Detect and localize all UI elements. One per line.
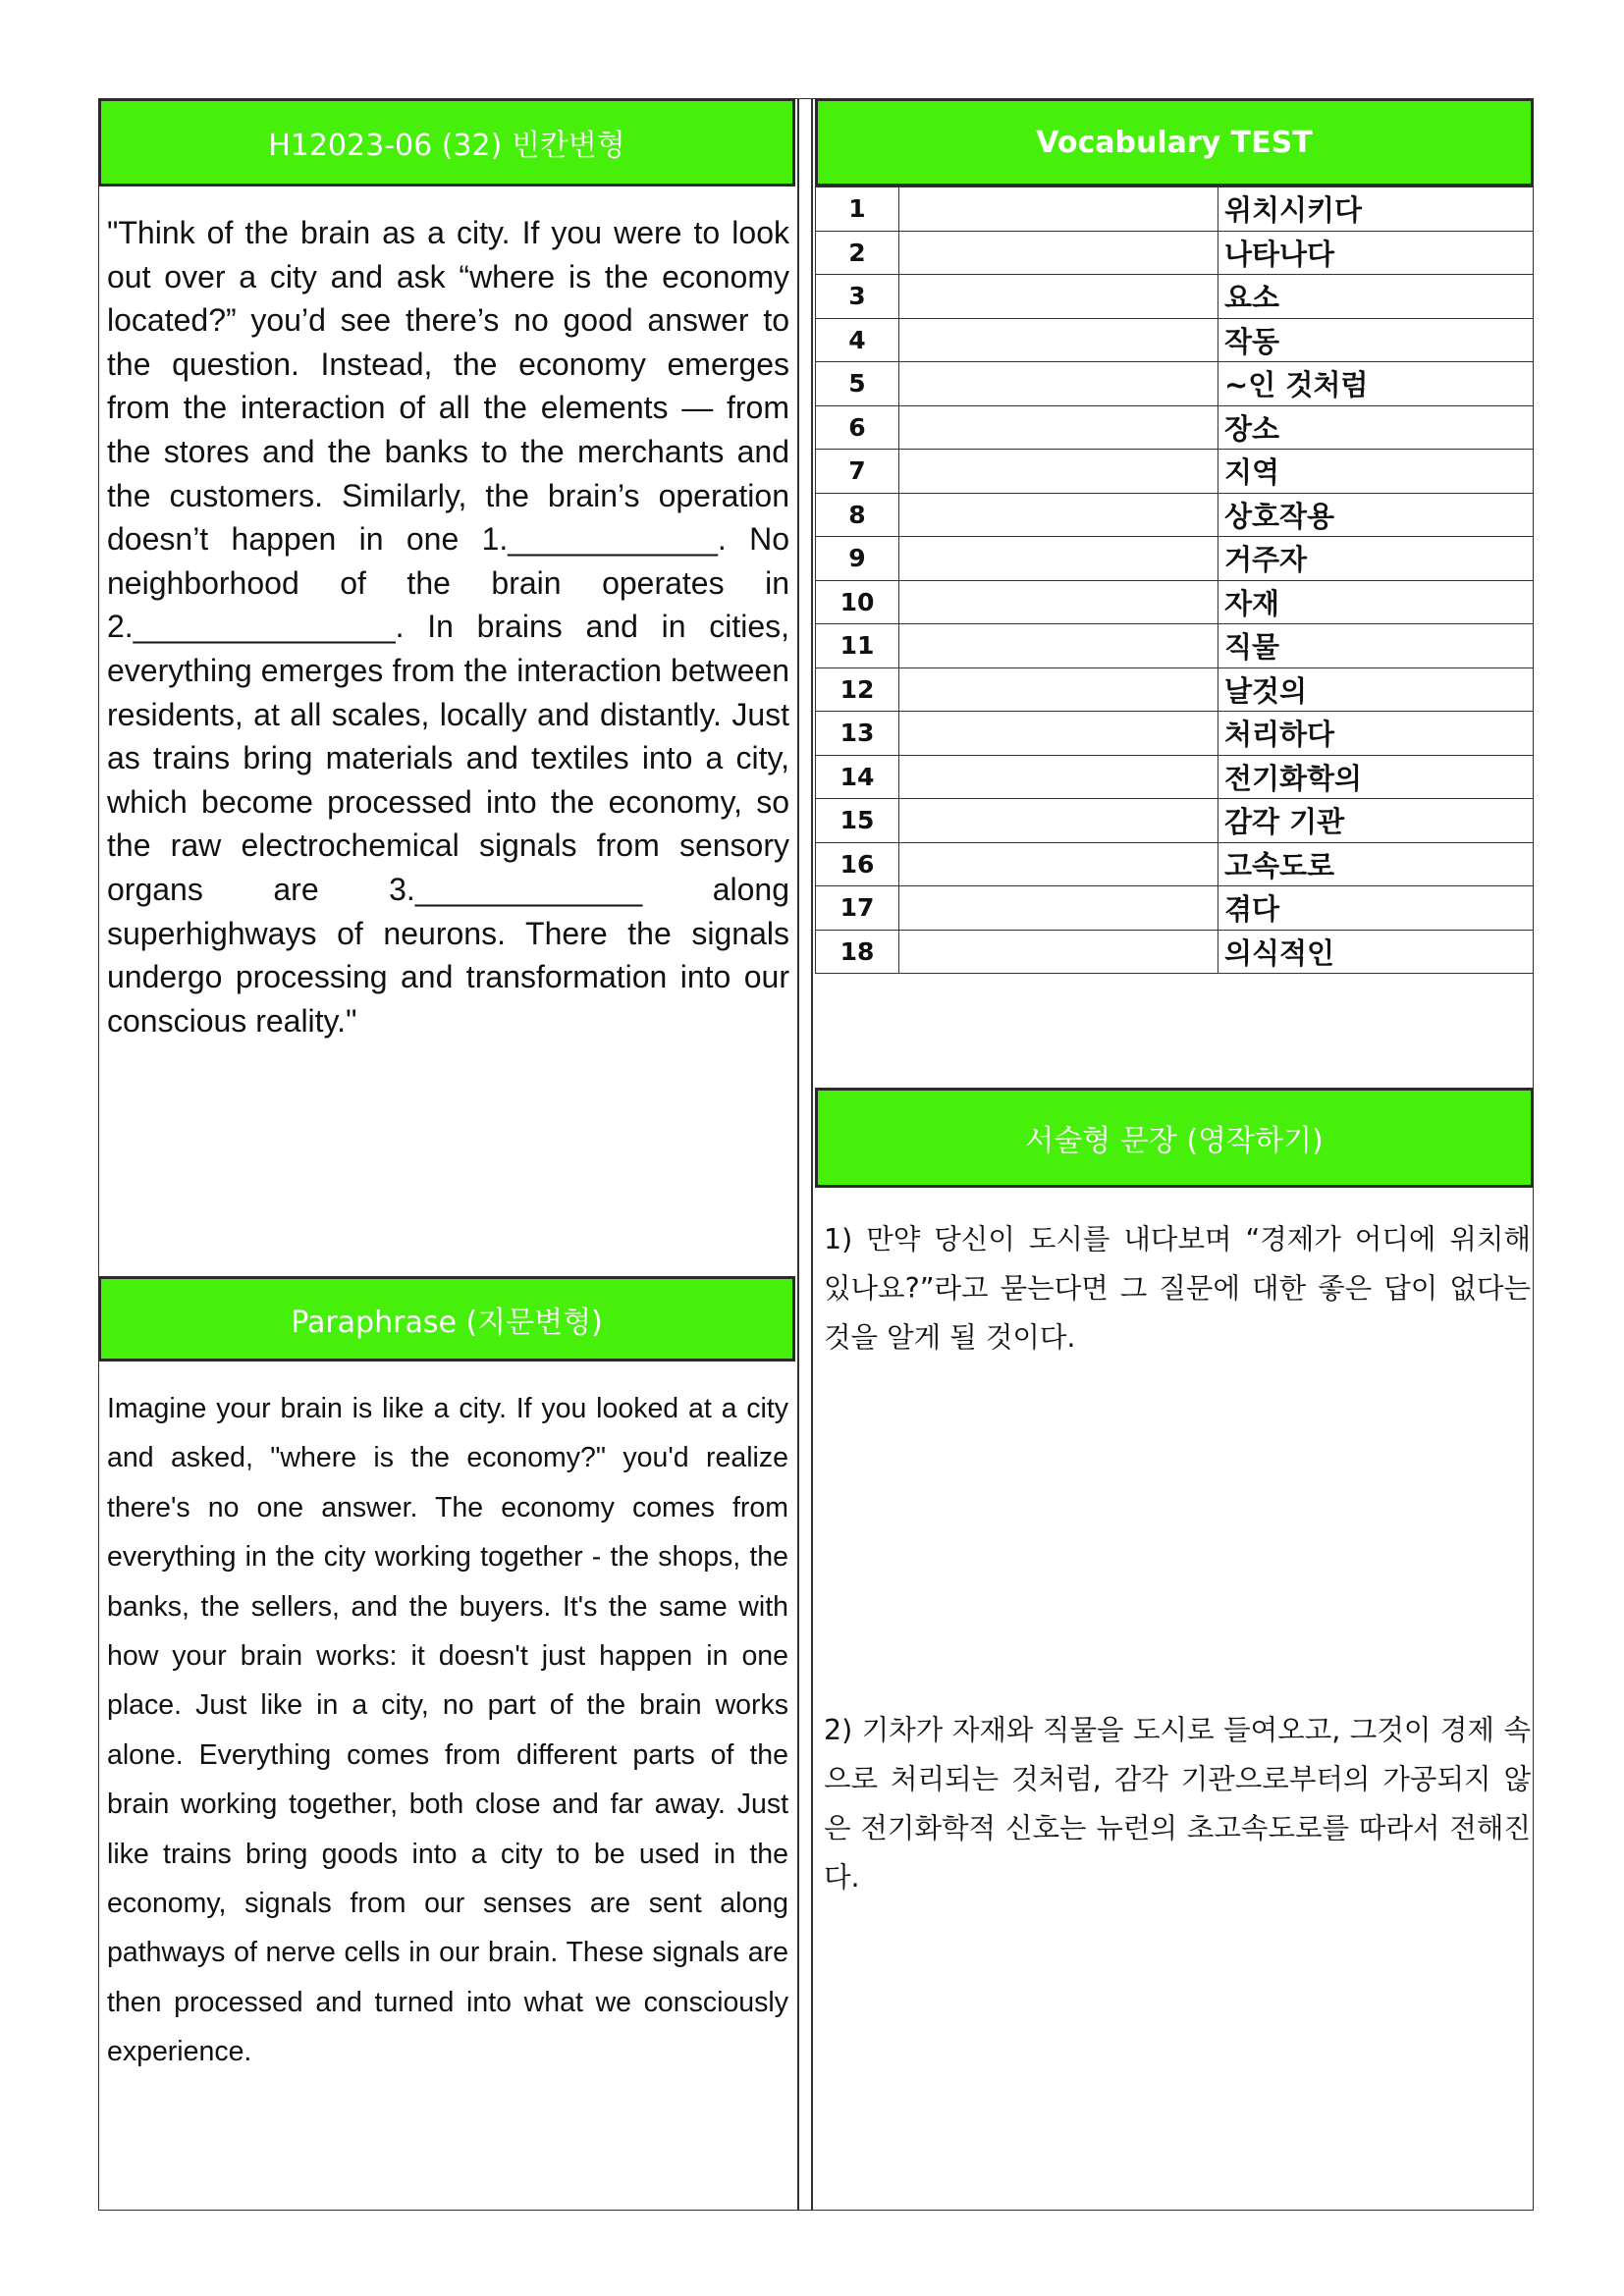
- vocab-korean: 전기화학의: [1218, 755, 1534, 799]
- vocab-row: [816, 799, 1534, 843]
- vocab-row: [816, 537, 1534, 581]
- vocab-number: 13: [816, 712, 899, 756]
- vocab-row: [816, 755, 1534, 799]
- vocab-answer-blank[interactable]: [899, 930, 1218, 974]
- vocab-number: 8: [816, 493, 899, 537]
- vocab-korean: 감각 기관: [1218, 799, 1534, 843]
- vocab-number: 7: [816, 450, 899, 494]
- vocab-answer-blank[interactable]: [899, 886, 1218, 931]
- vocab-answer-blank[interactable]: [899, 712, 1218, 756]
- vocab-korean: 자재: [1218, 580, 1534, 624]
- vocab-number: 2: [816, 231, 899, 275]
- vocab-number: 5: [816, 362, 899, 406]
- vocab-number: 9: [816, 537, 899, 581]
- vocab-answer-blank[interactable]: [899, 755, 1218, 799]
- writing-title: 서술형 문장 (영작하기): [815, 1088, 1534, 1188]
- vocab-row: [816, 493, 1534, 537]
- vocab-number: 17: [816, 886, 899, 931]
- vocab-row: [816, 275, 1534, 319]
- paraphrase-title: Paraphrase (지문변형): [98, 1276, 795, 1362]
- vocab-korean: 요소: [1218, 275, 1534, 319]
- vocab-answer-blank[interactable]: [899, 667, 1218, 712]
- vocab-korean: 날것의: [1218, 667, 1534, 712]
- vocab-answer-blank[interactable]: [899, 187, 1218, 232]
- paraphrase-text: Imagine your brain is like a city. If you looked at a city and asked, "where is the economy?" you'd realize there's no one answer. The economy comes from everything in the city working together - the shops, the banks, the sellers, and the buyers. It's the same with how your brain works: it doesn't just happen in one place. Just like in a city, no part of the brain works alone. Everything comes from different parts of the brain working together, both close and far away. Just like trains bring goods into a city to be used in the economy, signals from our senses are sent along pathways of nerve cells in our brain. These signals are then processed and turned into what we consciously experience.: [107, 1393, 788, 2068]
- vocab-row: [816, 231, 1534, 275]
- vocab-row: [816, 886, 1534, 931]
- vocab-row: [816, 712, 1534, 756]
- vocab-row: [816, 318, 1534, 362]
- vocab-korean: 거주자: [1218, 537, 1534, 581]
- vocab-number: 12: [816, 667, 899, 712]
- vocab-korean: 의식적인: [1218, 930, 1534, 974]
- vocab-korean: 직물: [1218, 624, 1534, 668]
- column-divider-left: [797, 98, 799, 2211]
- vocab-korean: ~인 것처럼: [1218, 362, 1534, 406]
- vocab-number: 6: [816, 405, 899, 450]
- vocab-korean: 장소: [1218, 405, 1534, 450]
- vocab-number: 3: [816, 275, 899, 319]
- vocab-korean: 상호작용: [1218, 493, 1534, 537]
- vocab-answer-blank[interactable]: [899, 362, 1218, 406]
- vocab-row: [816, 187, 1534, 232]
- vocab-row-empty: [816, 974, 1534, 1018]
- vocab-row: [816, 580, 1534, 624]
- passage-text: "Think of the brain as a city. If you were to look out over a city and ask “where is the economy located?” you’d see there’s no good answer to the question. Instead, the economy emerges from the interaction of all the elements — from the stores and the banks to the merchants and the customers. Similarly, the brain’s operation doesn’t happen in one 1.____________. No neighborhood of the brain operates in 2._______________. In brains and in cities, everything emerges from the interaction between residents, at all scales, locally and distantly. Just as trains bring materials and textiles into a city, which become processed into the economy, so the raw electrochemical signals from sensory organs are 3._____________ along superhighways of neurons. There the signals undergo processing and transformation into our conscious reality.": [107, 215, 789, 1039]
- vocab-number: 1: [816, 187, 899, 232]
- writing-sentence-1: 1) 만약 당신이 도시를 내다보며 “경제가 어디에 위치해 있나요?”라고 묻는다면 그 질문에 대한 좋은 답이 없다는 것을 알게 될 것이다.: [824, 1223, 1531, 1354]
- vocab-title: Vocabulary TEST: [815, 98, 1534, 187]
- writing-sentence-2: 2) 기차가 자재와 직물을 도시로 들여오고, 그것이 경제 속으로 처리되는 것처럼, 감각 기관으로부터의 가공되지 않은 전기화학적 신호는 뉴런의 초고속도로를 따라서 전해진다.: [824, 1714, 1531, 1894]
- column-divider-right: [811, 98, 813, 2211]
- vocab-answer-blank[interactable]: [899, 405, 1218, 450]
- vocab-answer-blank[interactable]: [899, 799, 1218, 843]
- vocab-row: [816, 405, 1534, 450]
- vocab-row: [816, 842, 1534, 886]
- vocab-row: [816, 362, 1534, 406]
- vocab-row: [816, 450, 1534, 494]
- vocab-korean: 지역: [1218, 450, 1534, 494]
- passage-title: H12023-06 (32) 빈칸변형: [98, 98, 795, 187]
- vocab-answer-blank[interactable]: [899, 231, 1218, 275]
- vocab-korean: 처리하다: [1218, 712, 1534, 756]
- vocab-answer-blank[interactable]: [899, 275, 1218, 319]
- vocab-answer-blank[interactable]: [899, 450, 1218, 494]
- vocab-number: 18: [816, 930, 899, 974]
- vocab-number: 11: [816, 624, 899, 668]
- vocab-row: [816, 624, 1534, 668]
- vocab-table: [815, 187, 1534, 1017]
- vocab-korean: 겪다: [1218, 886, 1534, 931]
- vocab-number: 14: [816, 755, 899, 799]
- vocab-answer-blank[interactable]: [899, 493, 1218, 537]
- vocab-korean: 작동: [1218, 318, 1534, 362]
- vocab-korean: 나타나다: [1218, 231, 1534, 275]
- vocab-korean: 고속도로: [1218, 842, 1534, 886]
- vocab-answer-blank[interactable]: [899, 537, 1218, 581]
- vocab-number: 4: [816, 318, 899, 362]
- vocab-korean: 위치시키다: [1218, 187, 1534, 232]
- vocab-answer-blank[interactable]: [899, 624, 1218, 668]
- vocab-answer-blank[interactable]: [899, 318, 1218, 362]
- vocab-answer-blank[interactable]: [899, 580, 1218, 624]
- vocab-row: [816, 930, 1534, 974]
- vocab-row: [816, 667, 1534, 712]
- vocab-answer-blank[interactable]: [899, 842, 1218, 886]
- vocab-number: 10: [816, 580, 899, 624]
- vocab-number: 15: [816, 799, 899, 843]
- vocab-number: 16: [816, 842, 899, 886]
